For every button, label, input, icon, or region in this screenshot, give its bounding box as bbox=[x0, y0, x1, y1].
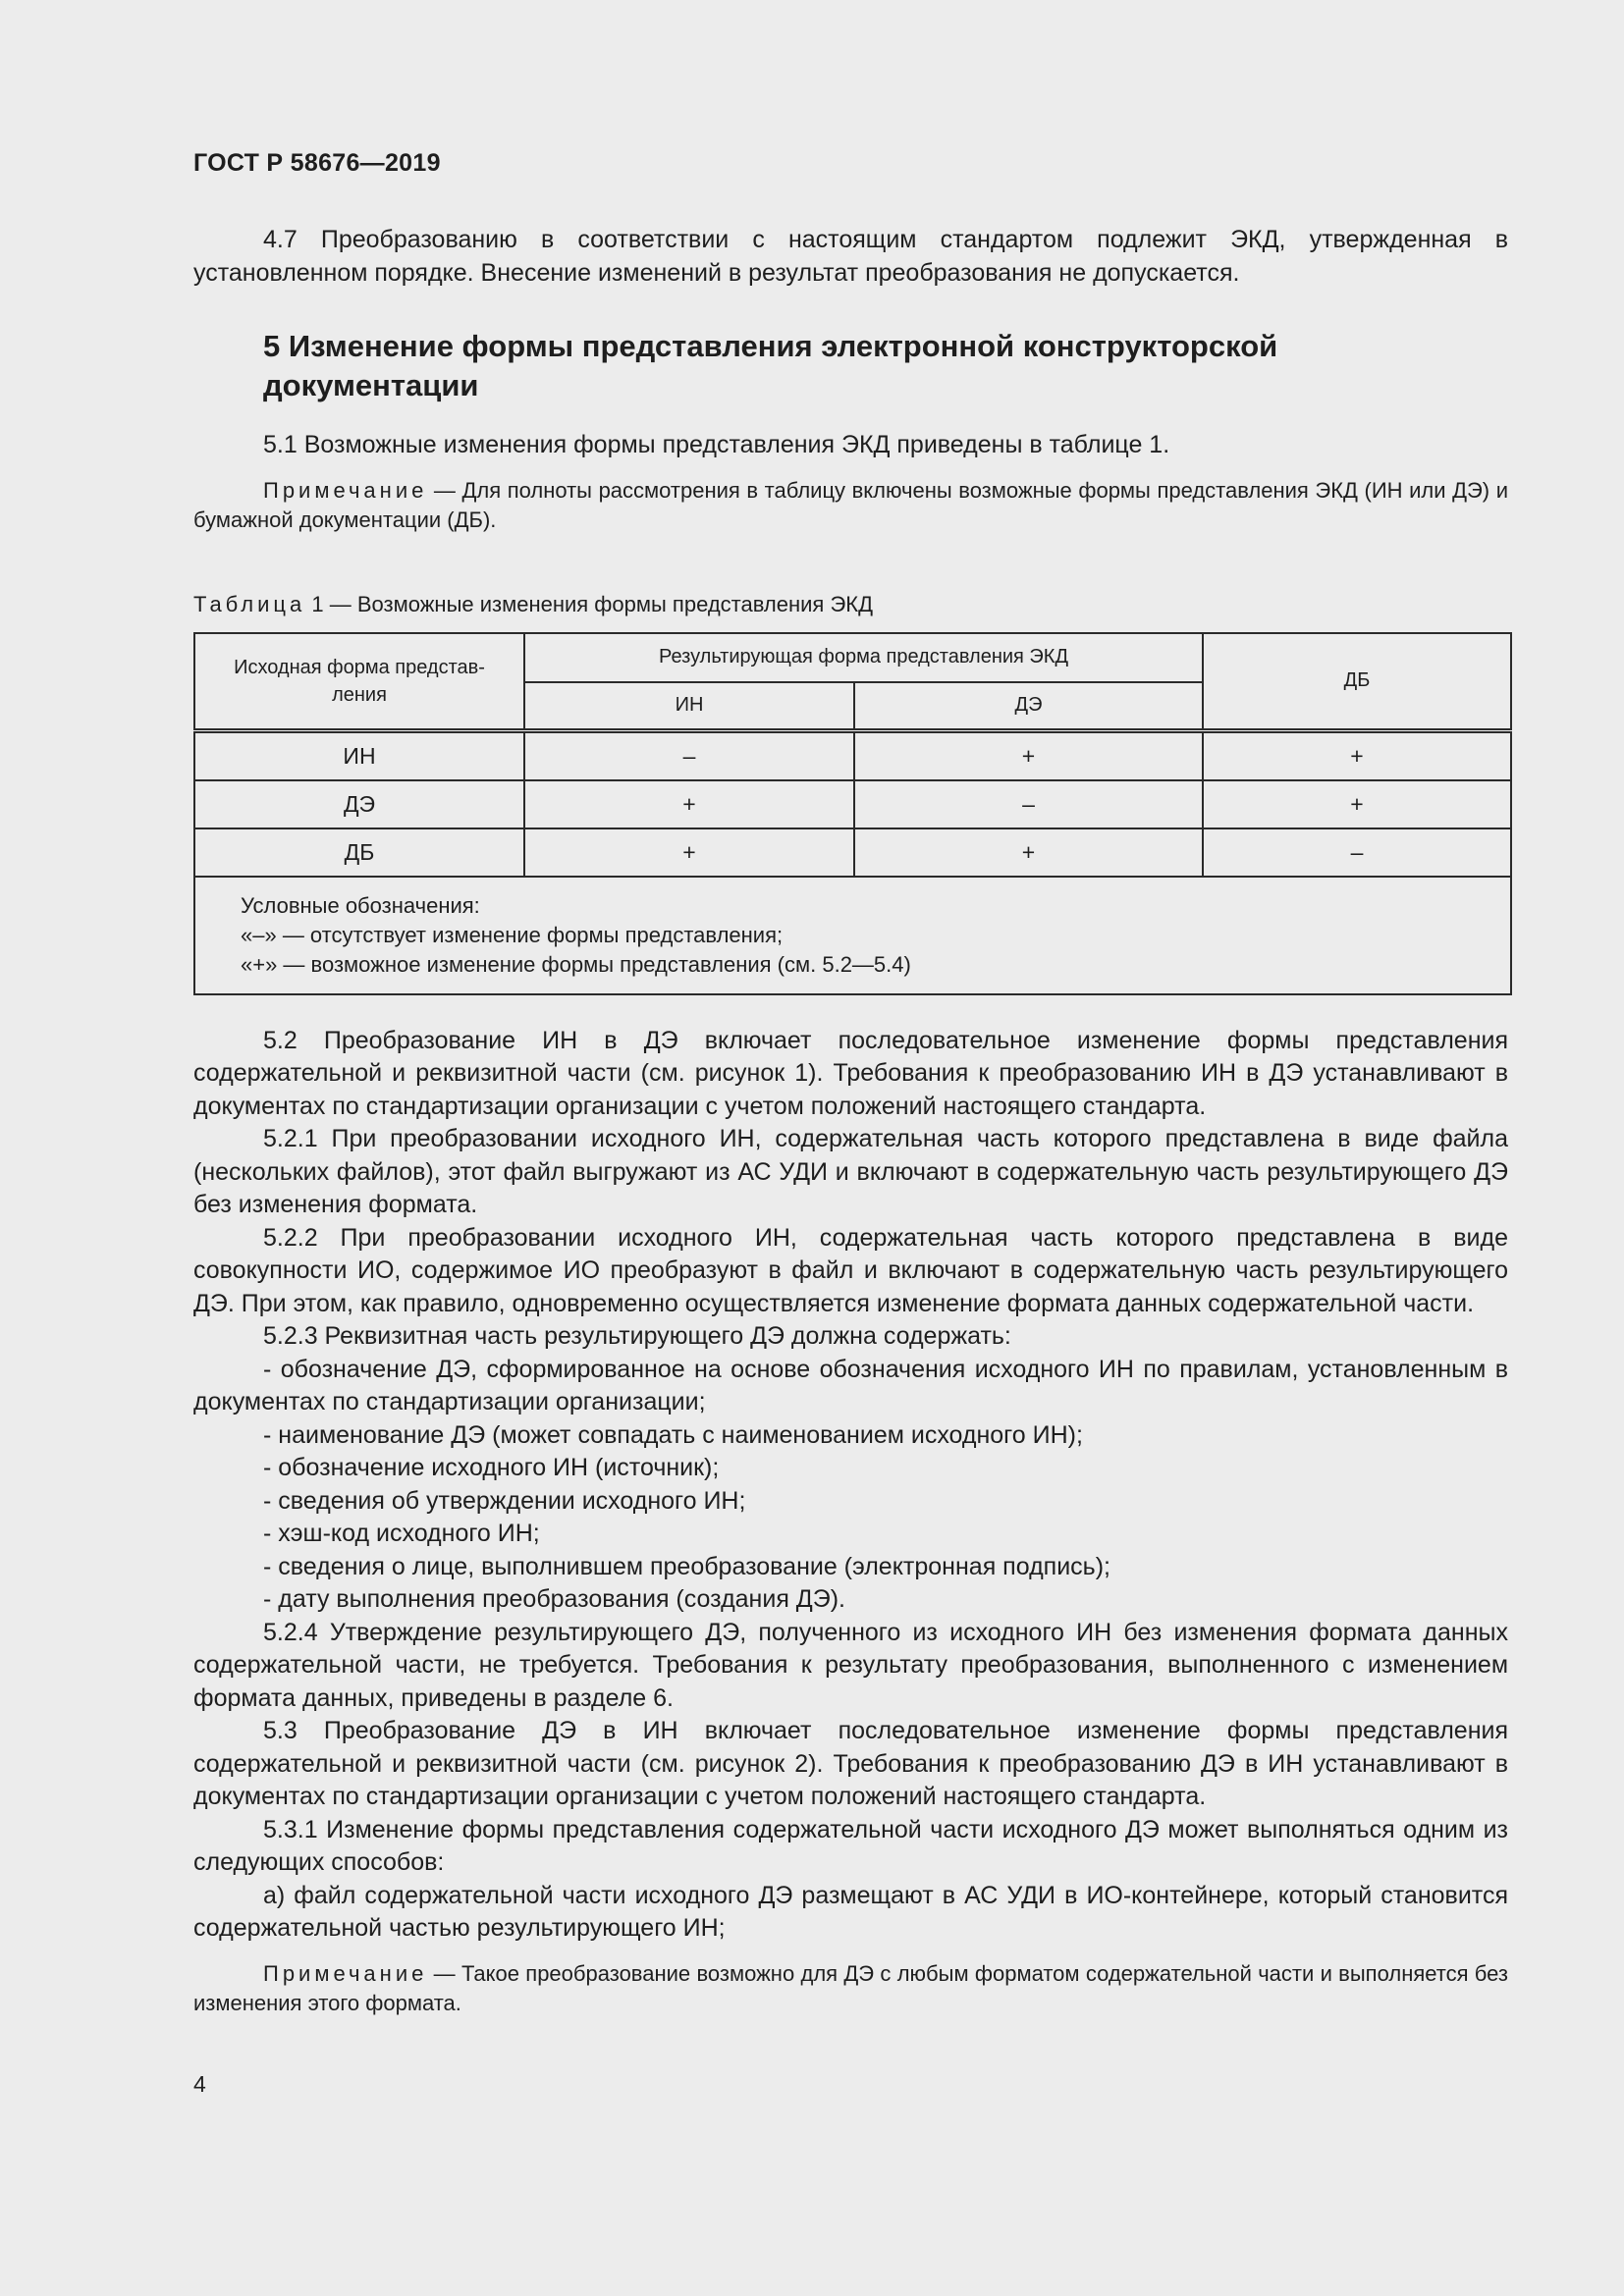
table-legend-row bbox=[194, 877, 1511, 994]
row-label: ДЭ bbox=[194, 780, 524, 828]
paragraph-5-2-4: 5.2.4 Утверждение результирующего ДЭ, полученного из исходного ИН без изменения формата данных содержательной части, не требуется. Требования к результату преобразования, выполненного с изменением формата данных, приведены в разделе 6. bbox=[193, 1618, 1508, 1712]
header-source-form: Исходная форма представ-ления bbox=[194, 633, 524, 731]
paragraph-5-3-1-a: а) файл содержательной части исходного ДЭ размещают в АС УДИ в ИО-контейнере, который становится содержательной частью результирующего ИН; bbox=[193, 1881, 1508, 1942]
cell-in: + bbox=[524, 828, 854, 877]
row-label: ИН bbox=[194, 730, 524, 780]
list-item: - обозначение ДЭ, сформированное на основе обозначения исходного ИН по правилам, установленным в документах по стандартизации организации; bbox=[193, 1355, 1508, 1415]
list-item: - сведения об утверждении исходного ИН; bbox=[263, 1486, 746, 1515]
paragraph-5-2: 5.2 Преобразование ИН в ДЭ включает последовательное изменение формы представления содержательной и реквизитной части (см. рисунок 1). Требования к преобразованию ИН в ДЭ устанавливают в документах по стандартизации организации с учетом положений настоящего стандарта. bbox=[193, 1026, 1508, 1120]
note-2-label: Примечание bbox=[263, 1960, 428, 1986]
list-item: - обозначение исходного ИН (источник); bbox=[263, 1454, 720, 1481]
table-header-row bbox=[194, 633, 1511, 682]
list-item: - хэш-код исходного ИН; bbox=[263, 1520, 540, 1547]
legend-plus: «+» — возможное изменение формы представления (см. 5.2—5.4) bbox=[241, 951, 911, 977]
cell-db: + bbox=[1203, 730, 1511, 780]
cell-db: – bbox=[1203, 828, 1511, 877]
page-number: 4 bbox=[193, 2071, 206, 2097]
paragraph-5-2-3: 5.2.3 Реквизитная часть результирующего ДЭ должна содержать: bbox=[263, 1322, 1011, 1350]
table-1 bbox=[193, 632, 1512, 995]
cell-de: + bbox=[854, 828, 1203, 877]
table-caption-label: Таблица bbox=[193, 591, 306, 616]
legend-minus: «–» — отсутствует изменение формы представления; bbox=[241, 922, 784, 947]
note-2-text: — Такое преобразование возможно для ДЭ с любым форматом содержательной части и выполняется без изменения этого формата. bbox=[193, 1960, 1508, 2015]
paragraph-5-3: 5.3 Преобразование ДЭ в ИН включает последовательное изменение формы представления содержательной и реквизитной части (см. рисунок 2). Требования к преобразованию ДЭ в ИН устанавливают в документах по стандартизации организации с учетом положений настоящего стандарта. bbox=[193, 1717, 1508, 1810]
cell-de: – bbox=[854, 780, 1203, 828]
note-2 bbox=[193, 1959, 1508, 2018]
header-result-group: Результирующая форма представления ЭКД bbox=[524, 633, 1203, 682]
note-1-label: Примечание bbox=[263, 477, 428, 503]
cell-db: + bbox=[1203, 780, 1511, 828]
table-row bbox=[194, 730, 1511, 780]
table-row bbox=[194, 780, 1511, 828]
paragraph-5-2-1: 5.2.1 При преобразовании исходного ИН, содержательная часть которого представлена в виде файла (нескольких файлов), этот файл выгружают из АС УДИ и включают в содержательную часть результирующего ДЭ без изменения формата. bbox=[193, 1125, 1508, 1218]
paragraph-5-1: 5.1 Возможные изменения формы представления ЭКД приведены в таблице 1. bbox=[263, 431, 1170, 458]
legend-title: Условные обозначения: bbox=[241, 892, 480, 918]
section-5-heading: 5 Изменение формы представления электронной конструкторской документации bbox=[263, 329, 1278, 402]
paragraph-5-2-2: 5.2.2 При преобразовании исходного ИН, содержательная часть которого представлена в виде совокупности ИО, содержимое ИО преобразуют в файл и включают в содержательную часть результирующего ДЭ. При этом, как правило, одновременно осуществляется изменение формата данных содержательной части. bbox=[193, 1223, 1508, 1317]
cell-in: + bbox=[524, 780, 854, 828]
table-row bbox=[194, 828, 1511, 877]
cell-de: + bbox=[854, 730, 1203, 780]
document-code-header: ГОСТ Р 58676—2019 bbox=[193, 149, 441, 177]
page-content bbox=[193, 224, 1508, 2018]
cell-in: – bbox=[524, 730, 854, 780]
table-legend bbox=[194, 877, 1511, 994]
paragraph-5-3-1: 5.3.1 Изменение формы представления содержательной части исходного ДЭ может выполняться одним из следующих способов: bbox=[193, 1815, 1508, 1876]
row-label: ДБ bbox=[194, 828, 524, 877]
note-1-text: — Для полноты рассмотрения в таблицу включены возможные формы представления ЭКД (ИН или ДЭ) и бумажной документации (ДБ). bbox=[193, 477, 1508, 532]
table-1-caption bbox=[193, 592, 1508, 617]
list-item: - дату выполнения преобразования (создания ДЭ). bbox=[263, 1585, 845, 1613]
header-col-de: ДЭ bbox=[854, 682, 1203, 731]
table-caption-text: 1 — Возможные изменения формы представления ЭКД bbox=[305, 591, 873, 616]
list-item: - сведения о лице, выполнившем преобразование (электронная подпись); bbox=[263, 1552, 1110, 1580]
list-item: - наименование ДЭ (может совпадать с наименованием исходного ИН); bbox=[263, 1420, 1083, 1449]
header-col-db: ДБ bbox=[1203, 633, 1511, 731]
header-col-in: ИН bbox=[524, 682, 854, 731]
note-1 bbox=[193, 476, 1508, 535]
paragraph-4-7: 4.7 Преобразованию в соответствии с настоящим стандартом подлежит ЭКД, утвержденная в установленном порядке. Внесение изменений в результат преобразования не допускается. bbox=[193, 226, 1508, 287]
